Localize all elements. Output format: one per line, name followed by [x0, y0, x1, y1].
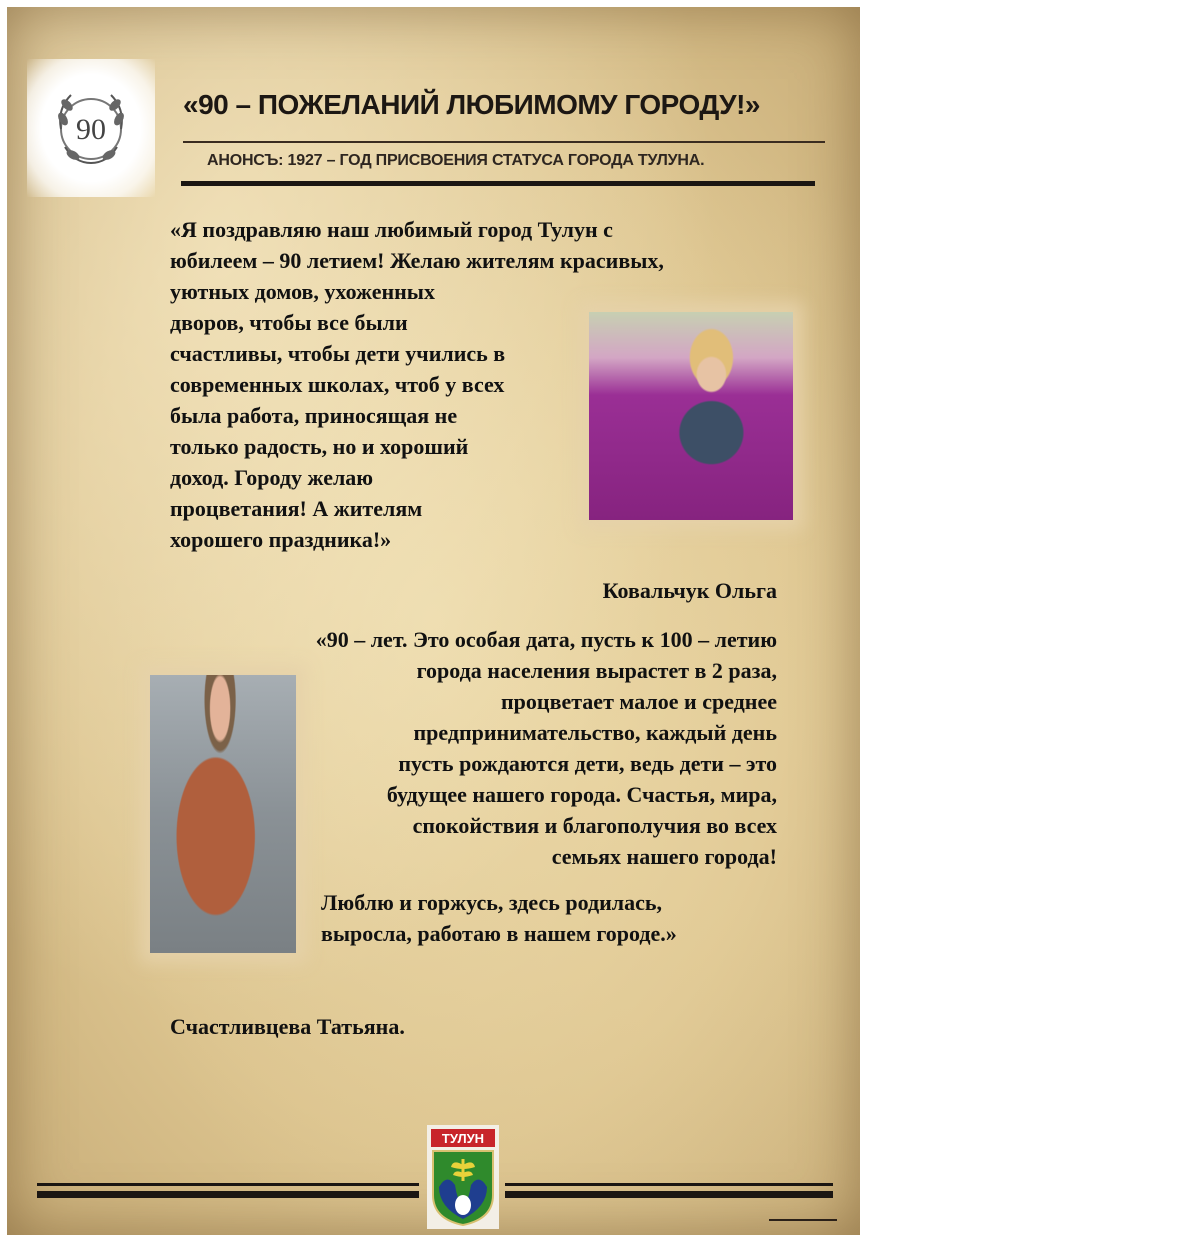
quote-line: процветания! А жителям — [170, 496, 423, 521]
title-divider — [183, 141, 825, 143]
photo-schastlivtseva — [150, 675, 296, 953]
quote-schastlivtseva-closing — [321, 887, 781, 949]
footer-rule-left-thick — [37, 1191, 419, 1198]
author-kovalchuk: Ковальчук Ольга — [602, 578, 777, 603]
footer-corner-rule — [769, 1219, 837, 1221]
quote-line: предпринимательство, каждый день — [413, 720, 777, 745]
page-title: «90 – ПОЖЕЛАНИЙ ЛЮБИМОМУ ГОРОДУ!» — [183, 89, 760, 120]
footer-rule-right-thick — [505, 1191, 833, 1198]
quote-line: «90 – лет. Это особая дата, пусть к 100 – летию — [315, 627, 777, 652]
quote-line: только радость, но и хороший — [170, 434, 469, 459]
svg-text:ТУЛУН: ТУЛУН — [441, 1131, 485, 1146]
coat-of-arms-icon — [427, 1125, 499, 1229]
poster-page — [7, 7, 860, 1235]
author-schastlivtseva: Счастливцева Татьяна. — [170, 1014, 405, 1039]
quote-line: юбилеем – 90 летием! Желаю жителям красивых, — [170, 248, 664, 273]
quote-line: процветает малое и среднее — [501, 689, 777, 714]
quote-line: «Я поздравляю наш любимый город Тулун с — [170, 217, 613, 242]
quote-line: семьях нашего города! — [551, 844, 777, 869]
quote-line: пусть рождаются дети, ведь дети – это — [398, 751, 777, 776]
header-divider — [181, 181, 815, 186]
quote-line: была работа, приносящая не — [170, 403, 458, 428]
anniversary-emblem — [27, 59, 155, 197]
quote-line: хорошего праздника!» — [170, 527, 392, 552]
quote-line: будущее нашего города. Счастья, мира, — [386, 782, 777, 807]
footer-rule-left-thin — [37, 1183, 419, 1186]
quote-line: спокойствия и благополучия во всех — [412, 813, 777, 838]
footer-rule-right-thin — [505, 1183, 833, 1186]
quote-line: современных школах, чтоб у всех — [170, 372, 505, 397]
quote-line: дворов, чтобы все были — [170, 310, 408, 335]
tulun-coat-of-arms — [427, 1125, 499, 1229]
svg-text:90: 90 — [76, 113, 106, 146]
quote-line: доход. Городу желаю — [170, 465, 374, 490]
quote-line: города населения вырастет в 2 раза, — [416, 658, 777, 683]
page-subtitle: АНОНСЪ: 1927 – ГОД ПРИСВОЕНИЯ СТАТУСА ГОРОДА ТУЛУНА. — [207, 152, 705, 169]
quote-line: выросла, работаю в нашем городе.» — [321, 921, 677, 946]
laurel-90-icon — [27, 59, 155, 197]
quote-line: уютных домов, ухоженных — [170, 279, 435, 304]
quote-line: Люблю и горжусь, здесь родилась, — [321, 890, 662, 915]
quote-schastlivtseva — [247, 624, 777, 872]
quote-line: счастливы, чтобы дети учились в — [170, 341, 506, 366]
photo-kovalchuk — [589, 312, 793, 520]
